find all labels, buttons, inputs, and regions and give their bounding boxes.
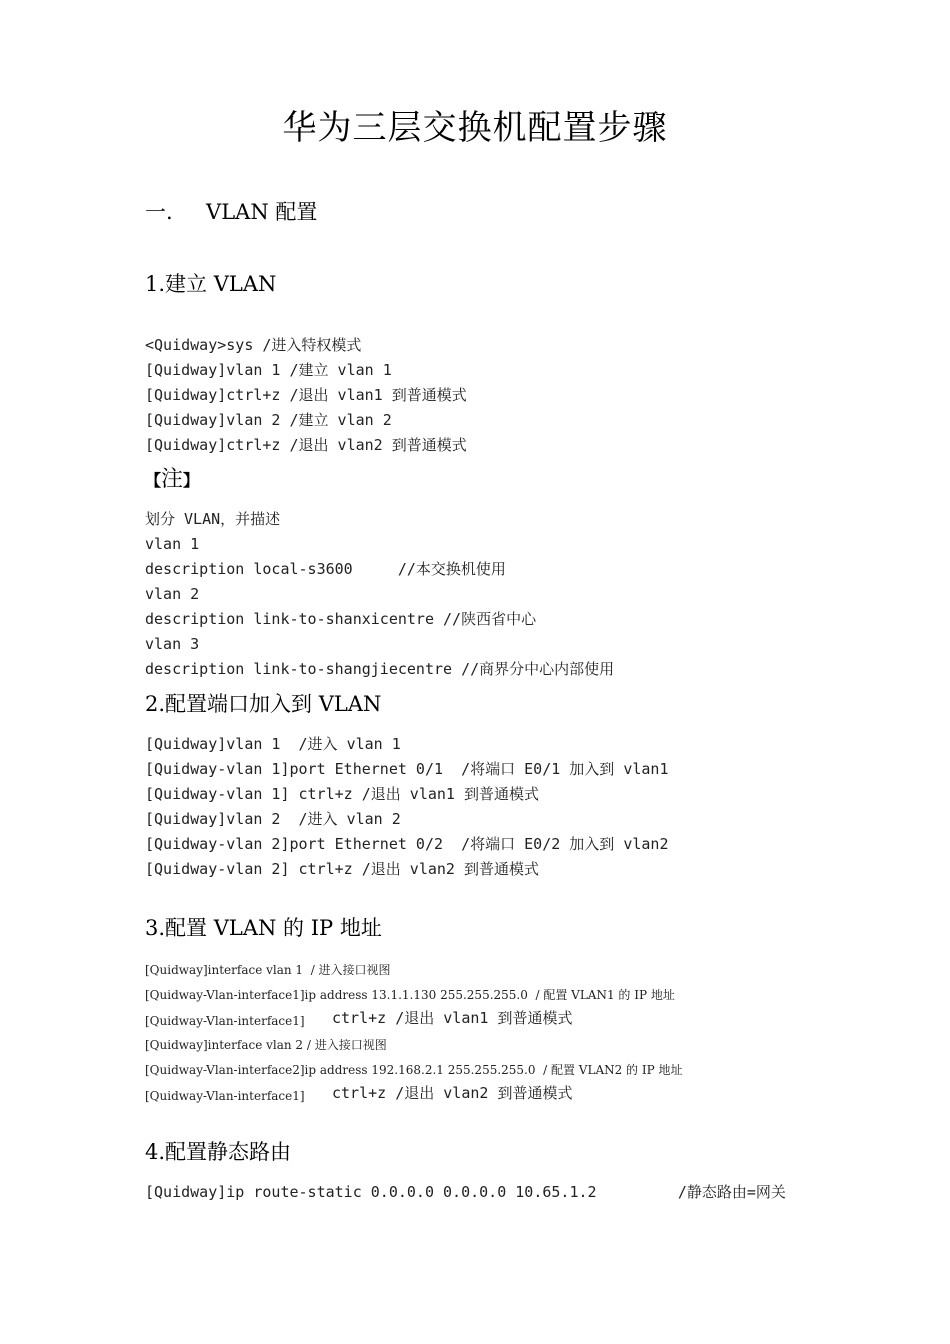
note-bracket-open: 【 xyxy=(145,471,162,490)
code-line: [Quidway]ip route-static 0.0.0.0 0.0.0.0 10.65.1.2 /静态路由=网关 xyxy=(145,1183,786,1201)
code-line: [Quidway]interface vlan 2 / 进入接口视图 xyxy=(145,1038,387,1052)
note-line: description link-to-shanxicentre //陕西省中心 xyxy=(145,610,537,628)
note-label: 注 xyxy=(161,467,184,492)
code-line: [Quidway]ctrl+z /退出 vlan2 到普通模式 xyxy=(145,436,467,454)
note-line: vlan 3 xyxy=(145,635,200,653)
code-line: [Quidway]vlan 1 /建立 vlan 1 xyxy=(145,361,392,379)
code-line-exit: ctrl+z /退出 vlan1 到普通模式 xyxy=(332,1009,573,1027)
note-line: vlan 2 xyxy=(145,585,200,603)
code-line: [Quidway-Vlan-interface1] xyxy=(145,1089,305,1103)
code-line: [Quidway]vlan 2 /进入 vlan 2 xyxy=(145,810,401,828)
note-heading xyxy=(145,462,199,493)
code-line-exit: ctrl+z /退出 vlan2 到普通模式 xyxy=(332,1084,573,1102)
section-heading-vlan-config: 一. VLAN 配置 xyxy=(145,200,318,224)
code-line: <Quidway>sys /进入特权模式 xyxy=(145,336,362,354)
document-title: 华为三层交换机配置步骤 xyxy=(282,108,668,148)
step3-heading: 3.配置 VLAN 的 IP 地址 xyxy=(145,916,382,940)
note-line: description link-to-shangjiecentre //商界分中心内部使用 xyxy=(145,660,615,678)
code-line: [Quidway]vlan 2 /建立 vlan 2 xyxy=(145,411,392,429)
step4-heading: 4.配置静态路由 xyxy=(145,1140,292,1164)
note-line: vlan 1 xyxy=(145,535,200,553)
note-line: description local-s3600 //本交换机使用 xyxy=(145,560,506,578)
code-line: [Quidway-Vlan-interface1]ip address 13.1.1.130 255.255.255.0 / 配置 VLAN1 的 IP 地址 xyxy=(145,988,675,1002)
note-line: 划分 VLAN，并描述 xyxy=(145,510,281,528)
code-line: [Quidway-vlan 2] ctrl+z /退出 vlan2 到普通模式 xyxy=(145,860,539,878)
code-line: [Quidway]ctrl+z /退出 vlan1 到普通模式 xyxy=(145,386,467,404)
code-line: [Quidway-Vlan-interface2]ip address 192.168.2.1 255.255.255.0 / 配置 VLAN2 的 IP 地址 xyxy=(145,1063,683,1077)
code-line: [Quidway-vlan 1] ctrl+z /退出 vlan1 到普通模式 xyxy=(145,785,539,803)
code-line: [Quidway]vlan 1 /进入 vlan 1 xyxy=(145,735,401,753)
code-line: [Quidway]interface vlan 1 / 进入接口视图 xyxy=(145,963,391,977)
step2-heading: 2.配置端口加入到 VLAN xyxy=(145,692,382,716)
code-line: [Quidway-vlan 2]port Ethernet 0/2 /将端口 E0/2 加入到 vlan2 xyxy=(145,835,669,853)
code-line: [Quidway-vlan 1]port Ethernet 0/1 /将端口 E0/1 加入到 vlan1 xyxy=(145,760,669,778)
note-bracket-close: 】 xyxy=(183,471,200,490)
code-line: [Quidway-Vlan-interface1] xyxy=(145,1014,305,1028)
step1-heading: 1.建立 VLAN xyxy=(145,272,277,296)
